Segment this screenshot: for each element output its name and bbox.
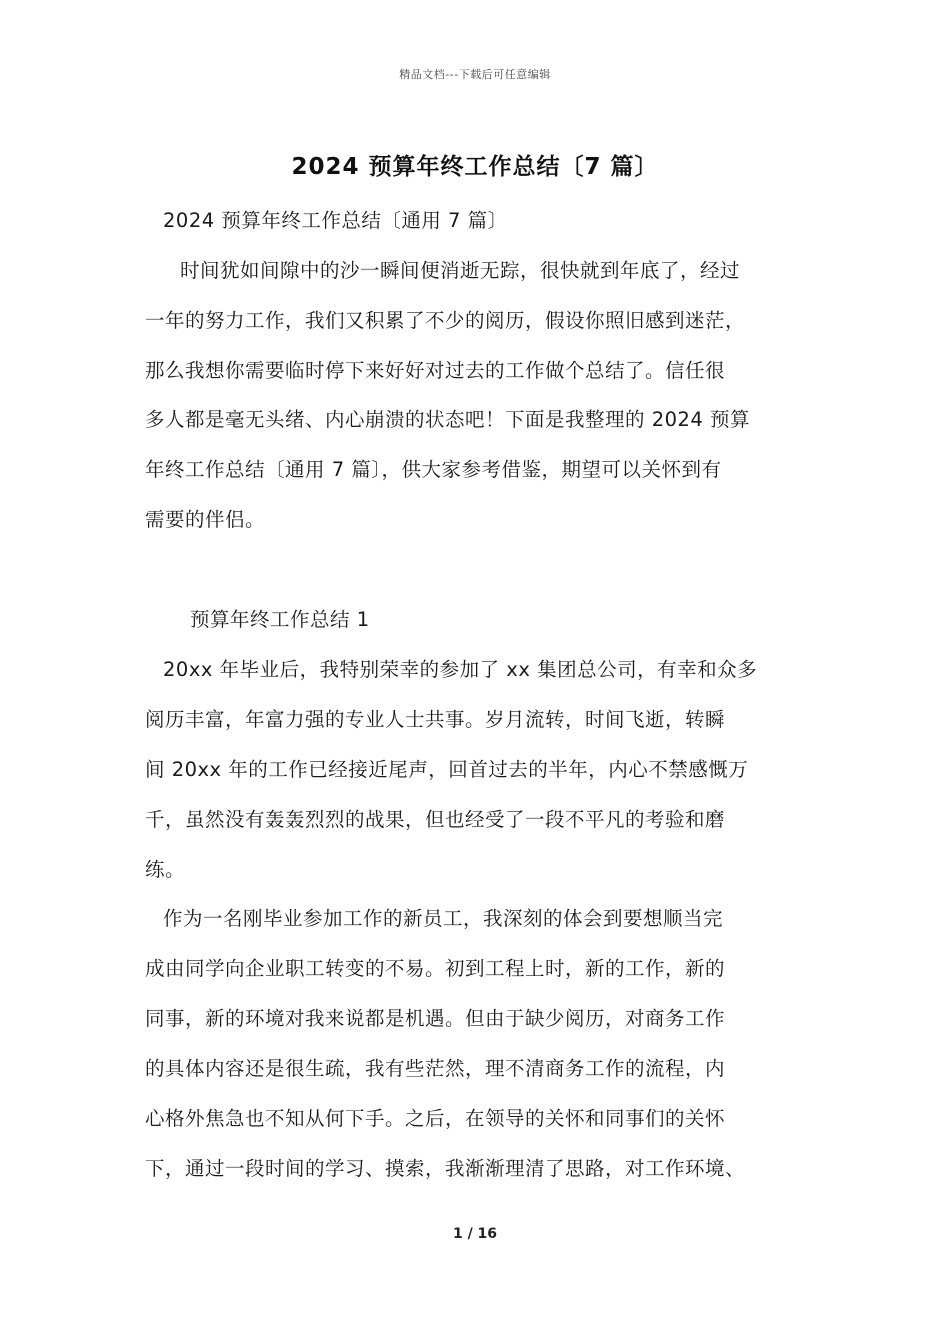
intro-line: 需要的伴侣。 [145, 508, 266, 531]
intro-line: 时间犹如间隙中的沙一瞬间便消逝无踪，很快就到年底了，经过 [180, 259, 741, 282]
page-number: 1 / 16 [452, 1226, 498, 1242]
paragraph-line: 练。 [145, 858, 186, 881]
paragraph-line: 同事，新的环境对我来说都是机遇。但由于缺少阅历，对商务工作 [145, 1007, 726, 1030]
page-header-watermark: 精品文档---下载后可任意编辑 [399, 68, 551, 81]
paragraph-line: 下，通过一段时间的学习、摸索，我渐渐理清了思路，对工作环境、 [145, 1157, 746, 1180]
section-heading: 预算年终工作总结 1 [190, 608, 370, 631]
intro-line: 多人都是毫无头绪、内心崩溃的状态吧！下面是我整理的 2024 预算 [145, 408, 751, 431]
paragraph-line: 千，虽然没有轰轰烈烈的战果，但也经受了一段不平凡的考验和磨 [145, 808, 726, 831]
intro-line: 一年的努力工作，我们又积累了不少的阅历，假设你照旧感到迷茫， [145, 309, 746, 332]
paragraph-line: 间 20xx 年的工作已经接近尾声，回首过去的半年，内心不禁感慨万 [145, 758, 749, 781]
intro-line: 年终工作总结〔通用 7 篇〕，供大家参考借鉴，期望可以关怀到有 [145, 458, 722, 481]
paragraph-line: 20xx 年毕业后，我特别荣幸的参加了 xx 集团总公司，有幸和众多 [163, 658, 758, 681]
paragraph-line: 心格外焦急也不知从何下手。之后，在领导的关怀和同事们的关怀 [145, 1107, 726, 1130]
paragraph-line: 阅历丰富，年富力强的专业人士共事。岁月流转，时间飞逝，转瞬 [145, 708, 726, 731]
paragraph-line: 作为一名刚毕业参加工作的新员工，我深刻的体会到要想顺当完 [163, 907, 724, 930]
document-title: 2024 预算年终工作总结〔7 篇〕 [291, 154, 659, 180]
intro-line: 那么我想你需要临时停下来好好对过去的工作做个总结了。信任很 [145, 359, 726, 382]
paragraph-line: 成由同学向企业职工转变的不易。初到工程上时，新的工作，新的 [145, 957, 726, 980]
document-subtitle: 2024 预算年终工作总结〔通用 7 篇〕 [163, 209, 508, 232]
paragraph-line: 的具体内容还是很生疏，我有些茫然，理不清商务工作的流程，内 [145, 1057, 726, 1080]
